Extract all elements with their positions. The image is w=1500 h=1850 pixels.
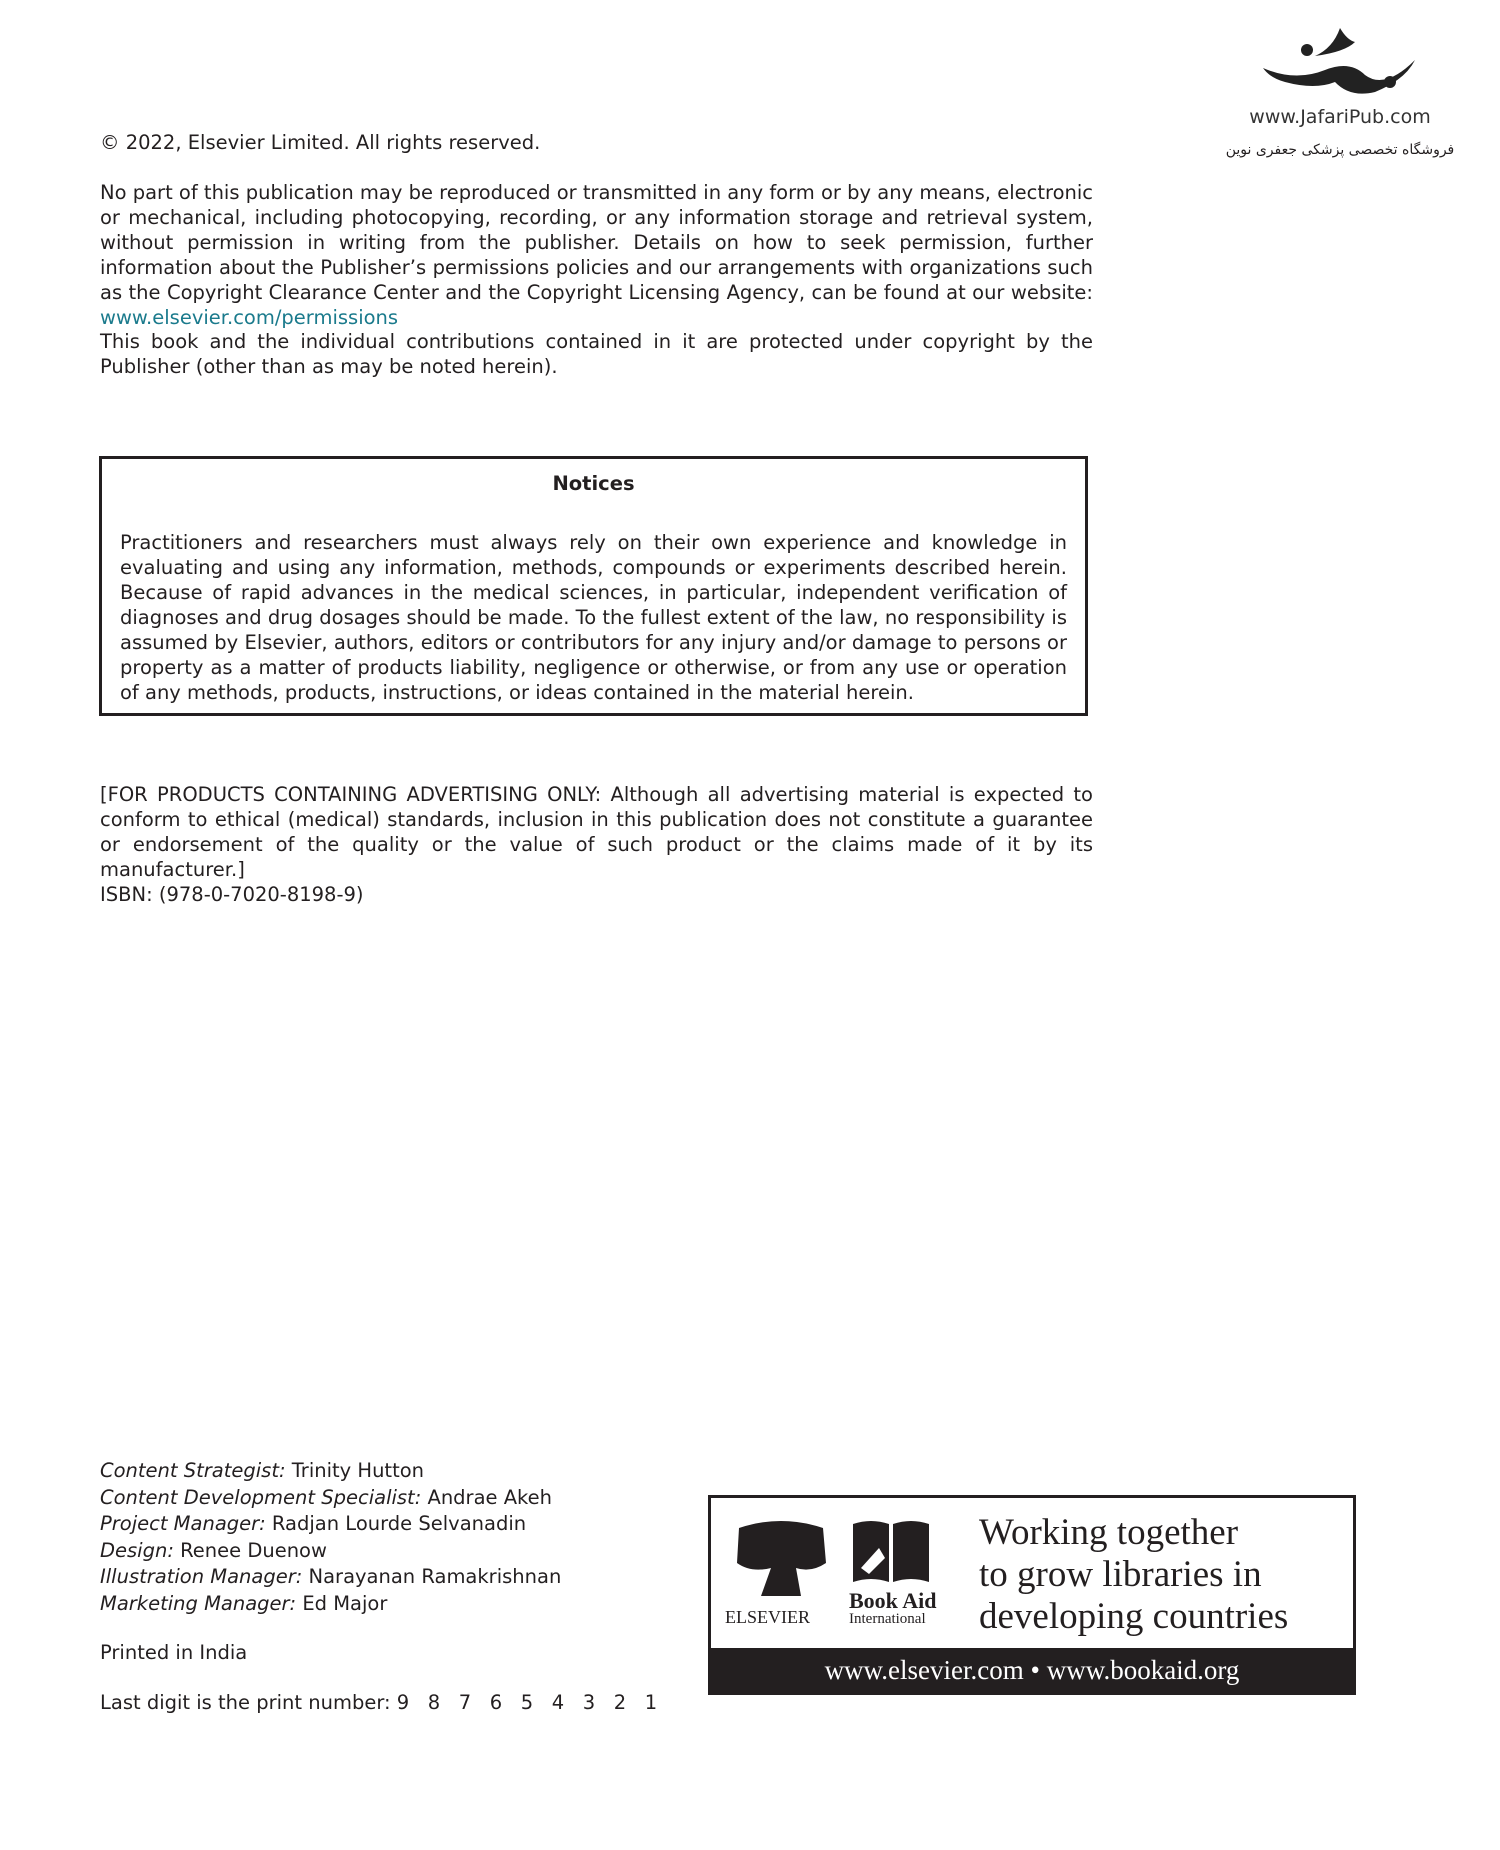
isbn: ISBN: (978-0-7020-8198-9): [100, 883, 364, 906]
credit-name: Renee Duenow: [173, 1538, 327, 1562]
credit-name: Andrae Akeh: [421, 1485, 553, 1509]
watermark-tagline: فروشگاه تخصصی پزشکی جعفری نوین: [1225, 142, 1455, 158]
notices-title: Notices: [552, 472, 635, 495]
copyright-line: © 2022, Elsevier Limited. All rights reserved.: [100, 131, 541, 154]
jafaripub-logo-icon: [1255, 20, 1425, 100]
credit-role: Project Manager:: [100, 1512, 266, 1535]
print-numbers: 9 8 7 6 5 4 3 2 1: [396, 1691, 658, 1714]
credit-role: Illustration Manager:: [100, 1565, 303, 1588]
credit-item: [100, 1485, 561, 1512]
credit-role: Marketing Manager:: [100, 1591, 297, 1615]
protection-paragraph: This book and the individual contributions contained in it are protected under copyright by the Publisher (other than as may be noted herein).: [100, 330, 1093, 378]
printed-in: Printed in India: [100, 1641, 248, 1664]
credit-role: Content Development Specialist:: [100, 1485, 422, 1509]
credit-role: Design:: [100, 1538, 174, 1562]
print-number-label: Last digit is the print number:: [100, 1691, 391, 1714]
book-aid-ad-box: [708, 1495, 1356, 1695]
slogan-line: developing countries: [979, 1596, 1289, 1637]
advertising-paragraph: [FOR PRODUCTS CONTAINING ADVERTISING ONLY: Although all advertising material is expected to conform to ethical (medical) standards, inclusion in this publication does not constitute a guarantee or endorsement of the quality or the value of such product or the claims made of it by its manufacturer.]: [100, 783, 1093, 881]
credits-list: [100, 1458, 561, 1617]
slogan-line: to grow libraries in: [979, 1554, 1262, 1595]
credit-item: [100, 1591, 561, 1618]
jafaripub-watermark: [1215, 20, 1465, 163]
book-aid-logo-icon: [851, 1518, 931, 1590]
ad-slogan: [979, 1512, 1288, 1638]
slogan-line: Working together: [979, 1512, 1239, 1553]
ad-footer-urls: www.elsevier.com • www.bookaid.org: [711, 1648, 1353, 1692]
permissions-paragraph: [100, 180, 1093, 330]
credit-name: Trinity Hutton: [285, 1459, 425, 1482]
elsevier-label: ELSEVIER: [725, 1607, 810, 1627]
credit-role: Content Strategist:: [100, 1459, 286, 1482]
permissions-text: No part of this publication may be reproduced or transmitted in any form or by any means, electronic or mechanical, including photocopying, recording, or any information storage and retrieval system, without permission in writing from the publisher. Details on how to seek permission, further information about the Publisher’s permissions policies and our arrangements with organizations such as the Copyright Clearance Center and the Copyright Licensing Agency, can be found at our website:: [100, 181, 1093, 304]
bookaid-label: Book Aid: [849, 1588, 937, 1613]
watermark-url: www.JafariPub.com: [1249, 106, 1431, 128]
credit-name: Ed Major: [296, 1591, 388, 1615]
credit-name: Radjan Lourde Selvanadin: [265, 1512, 527, 1535]
permissions-link[interactable]: www.elsevier.com/permissions: [100, 306, 399, 329]
notices-box: [99, 456, 1088, 716]
credit-item: [100, 1538, 561, 1565]
credit-item: [100, 1564, 561, 1591]
notices-body: Practitioners and researchers must always rely on their own experience and knowledge in evaluating and using any information, methods, compounds or experiments described herein. Because of rapid advances in the medical sciences, in particular, independent verification of diagnoses and drug dosages should be made. To the fullest extent of the law, no responsibility is assumed by Elsevier, authors, editors or contributors for any injury and/or damage to persons or property as a matter of products liability, negligence or otherwise, or from any use or operation of any methods, products, instructions, or ideas contained in the material herein.: [120, 531, 1067, 704]
elsevier-tree-logo-icon: [731, 1518, 831, 1598]
credit-item: [100, 1458, 561, 1485]
bookaid-sublabel: International: [849, 1611, 926, 1627]
credit-item: [100, 1511, 561, 1538]
credit-name: Narayanan Ramakrishnan: [302, 1565, 562, 1588]
print-number-line: [100, 1690, 657, 1715]
